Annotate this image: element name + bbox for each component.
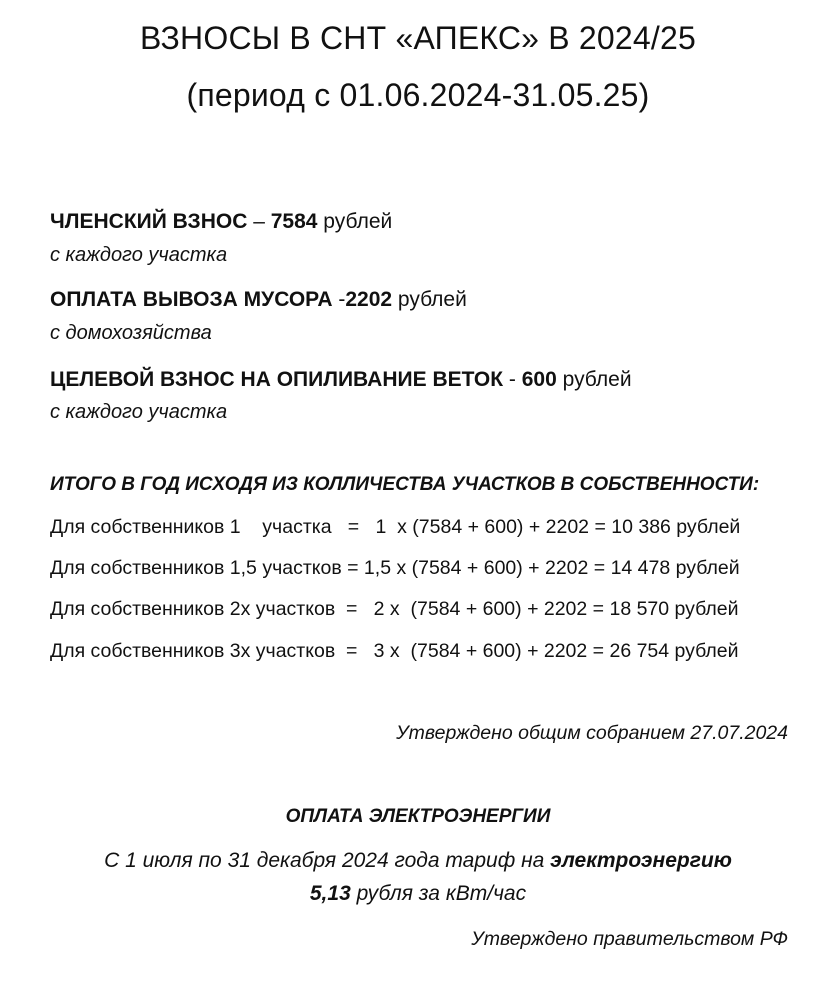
electricity-word: электроэнергию [550,849,732,872]
electricity-rate-unit: рубля за кВт/час [350,882,527,905]
fee-separator: - [503,368,522,391]
fee-amount: 2202 [345,288,393,311]
fee-branch-cutting [50,368,632,392]
document-title: ВЗНОСЫ В СНТ «АПЕКС» В 2024/25 [140,20,696,56]
fee-separator: – [247,210,271,233]
fee-name: ОПЛАТА ВЫВОЗА МУСОРА [50,288,333,311]
totals-row: Для собственников 1 участка = 1 х (7584 + 600) + 2202 = 10 386 рублей [50,516,741,538]
totals-heading: ИТОГО В ГОД ИСХОДЯ ИЗ КОЛЛИЧЕСТВА УЧАСТКОВ В СОБСТВЕННОСТИ: [50,474,760,495]
approved-by-government: Утверждено правительством РФ [471,928,788,950]
electricity-rate: 5,13 [309,882,351,905]
fee-garbage [50,288,467,312]
totals-row: Для собственников 1,5 участков = 1,5 х (7584 + 600) + 2202 = 14 478 рублей [50,557,740,579]
electricity-tariff-text: С 1 июля по 31 декабря 2024 года тариф на [104,849,551,872]
fee-garbage-note: с домохозяйства [50,322,212,344]
approved-by-meeting: Утверждено общим собранием 27.07.2024 [396,722,788,744]
electricity-title: ОПЛАТА ЭЛЕКТРОЭНЕРГИИ [285,806,551,827]
fee-amount: 7584 [270,210,318,233]
fee-separator: - [332,288,346,311]
fee-unit: рублей [392,288,467,311]
fee-name: ЦЕЛЕВОЙ ВЗНОС НА ОПИЛИВАНИЕ ВЕТОК [50,368,504,391]
fee-branch-cutting-note: с каждого участка [50,401,228,423]
fee-name: ЧЛЕНСКИЙ ВЗНОС [50,210,248,233]
document-period: (период с 01.06.2024-31.05.25) [186,77,650,113]
totals-row: Для собственников 3х участков = 3 х (7584 + 600) + 2202 = 26 754 рублей [50,640,739,662]
fee-membership-note: с каждого участка [50,244,228,266]
fee-unit: рублей [556,368,632,391]
electricity-tariff-line [0,849,836,873]
fee-unit: рублей [317,210,393,233]
fee-amount: 600 [521,368,557,391]
totals-row: Для собственников 2х участков = 2 х (7584 + 600) + 2202 = 18 570 рублей [50,598,739,620]
electricity-rate-line [0,882,836,906]
fee-membership [50,210,392,234]
